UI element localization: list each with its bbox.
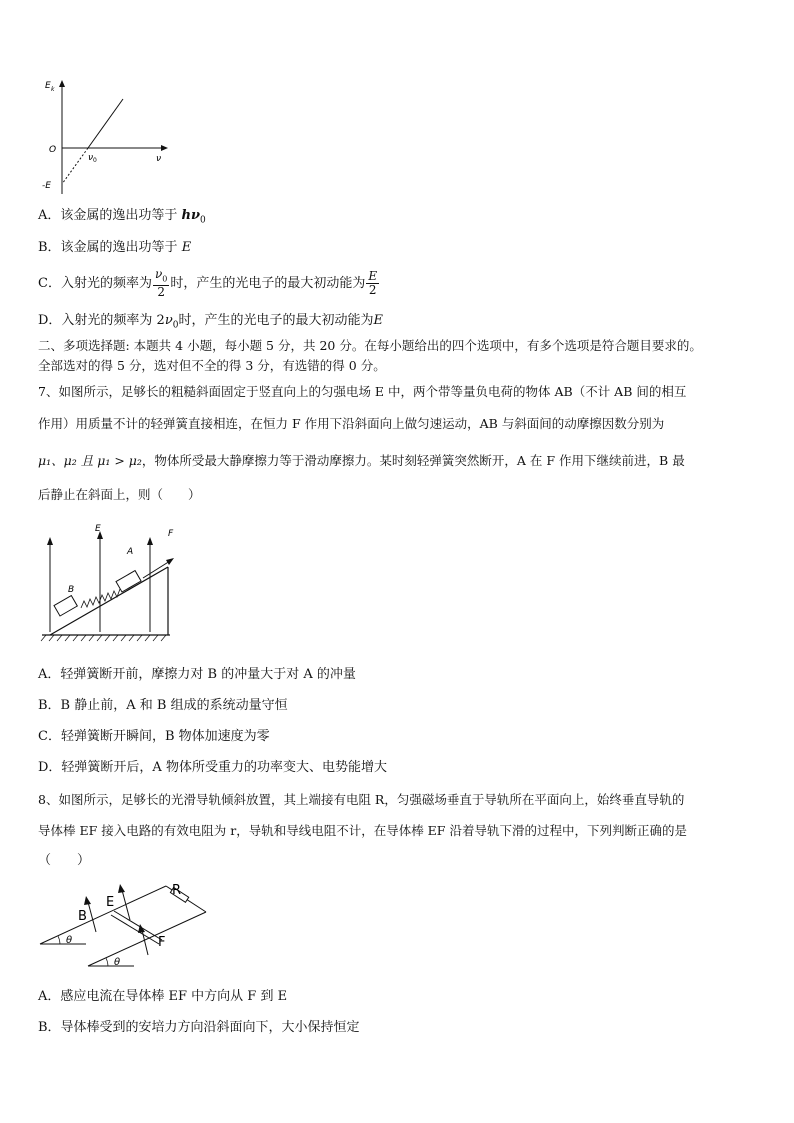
q6-option-c-frac1-sub: 0 (162, 274, 168, 284)
q6-option-d-math2: E (373, 313, 383, 328)
q7-stem-line3-math: μ₁、μ₂ 且 μ₁ > μ₂ (38, 453, 142, 468)
q6-option-b (38, 240, 191, 256)
q7-stem-line4: 后静止在斜面上，则（ ） (38, 487, 201, 502)
fig8-label-B: B (78, 909, 87, 924)
q8-stem-line1: 8、如图所示，足够长的光滑导轨倾斜放置，其上端接有电阻 R，匀强磁场垂直于导轨所在平面向上，始终垂直导轨的 (38, 792, 685, 807)
q6-option-a (38, 208, 206, 229)
q6-option-a-sub: 0 (200, 215, 206, 226)
fig7-label-F: F (168, 529, 174, 539)
y-axis-label: E (45, 81, 51, 91)
fig8-label-E: E (106, 895, 115, 910)
x-intercept-sub: 0 (93, 157, 97, 164)
q6-option-d-math: ν (164, 313, 173, 328)
fig7-label-A: A (127, 547, 134, 557)
q6-option-d-sub: 0 (172, 320, 179, 331)
graph-solid-line (88, 99, 123, 148)
q6-option-c-text: C．入射光的频率为 (38, 276, 152, 292)
q8-option-a: A．感应电流在导体棒 EF 中方向从 F 到 E (38, 989, 288, 1004)
q6-option-b-text: B．该金属的逸出功等于 (38, 240, 182, 255)
q7-stem-line3-text: ，物体所受最大静摩擦力等于滑动摩擦力。某时刻轻弹簧突然断开，A 在 F 作用下继续前进，B 最 (141, 453, 685, 468)
q7-option-a: A．轻弹簧断开前，摩擦力对 B 的冲量大于对 A 的冲量 (38, 667, 356, 682)
section2-line1: 二、多项选择题: 本题共 4 小题，每小题 5 分，共 20 分。在每小题给出的四个选项中，有多个选项是符合题目要求的。 (38, 338, 702, 353)
q6-option-d-mid: 时，产生的光电子的最大初动能为 (178, 313, 374, 328)
q6-option-a-text: A．该金属的逸出功等于 (38, 208, 182, 223)
q7-option-c: C．轻弹簧断开瞬间，B 物体加速度为零 (38, 729, 270, 744)
ek-frequency-graph (38, 76, 178, 198)
q8-option-b: B．导体棒受到的安培力方向沿斜面向下，大小保持恒定 (38, 1020, 360, 1035)
q8-stem-line2: 导体棒 EF 接入电路的有效电阻为 r，导轨和导线电阻不计，在导体棒 EF 沿着导轨下滑的过程中，下列判断正确的是 (38, 823, 687, 838)
origin-label: O (49, 145, 57, 155)
q7-stem-line3 (38, 453, 685, 469)
q7-option-d: D．轻弹簧断开后，A 物体所受重力的功率变大、电势能增大 (38, 760, 387, 775)
q7-stem-line1: 7、如图所示，足够长的粗糙斜面固定于竖直向上的匀强电场 E 中，两个带等量负电荷的物体 AB（不计 AB 间的相互 (38, 384, 687, 399)
q6-option-c-frac1-den: 2 (157, 285, 165, 300)
fig8-theta-2: θ (114, 957, 121, 968)
fig8-theta-1: θ (66, 935, 73, 946)
q7-stem-line2: 作用）用质量不计的轻弹簧直接相连，在恒力 F 作用下沿斜面向上做匀速运动，AB 与斜面间的动摩擦因数分别为 (38, 416, 665, 431)
q6-option-d-text: D．入射光的频率为 2 (38, 313, 165, 328)
q6-option-a-math: hν (181, 208, 201, 223)
fig7-label-E: E (95, 524, 101, 534)
q6-option-c (38, 268, 380, 299)
q6-option-c-frac2-den: 2 (368, 283, 377, 298)
q6-option-c-mid: 时，产生的光电子的最大初动能为 (170, 276, 366, 292)
x-intercept-label: ν (88, 153, 94, 163)
q6-option-b-math: E (181, 240, 192, 255)
section2-line2: 全部选对的得 5 分，选对但不全的得 3 分，有选错的得 0 分。 (38, 358, 386, 373)
x-axis-label: ν (156, 154, 162, 164)
q6-option-c-frac2-num: E (368, 269, 378, 284)
inclined-rails-diagram (38, 880, 218, 972)
y-intercept-label: -E (42, 181, 51, 191)
incline-field-diagram (38, 520, 188, 648)
fig7-label-B: B (68, 585, 75, 595)
fig8-label-F: F (158, 935, 166, 950)
graph-dashed-line (62, 148, 88, 184)
q8-stem-line3: （ ） (38, 853, 91, 868)
fig8-label-R: R (172, 883, 182, 898)
q6-option-d (38, 313, 383, 334)
y-axis-sub: k (51, 86, 55, 93)
q6-option-c-frac1-num: ν (154, 267, 163, 281)
q6-option-c-frac1 (153, 268, 169, 299)
q6-option-c-frac2 (366, 270, 379, 297)
q7-option-b: B．B 静止前，A 和 B 组成的系统动量守恒 (38, 698, 288, 713)
